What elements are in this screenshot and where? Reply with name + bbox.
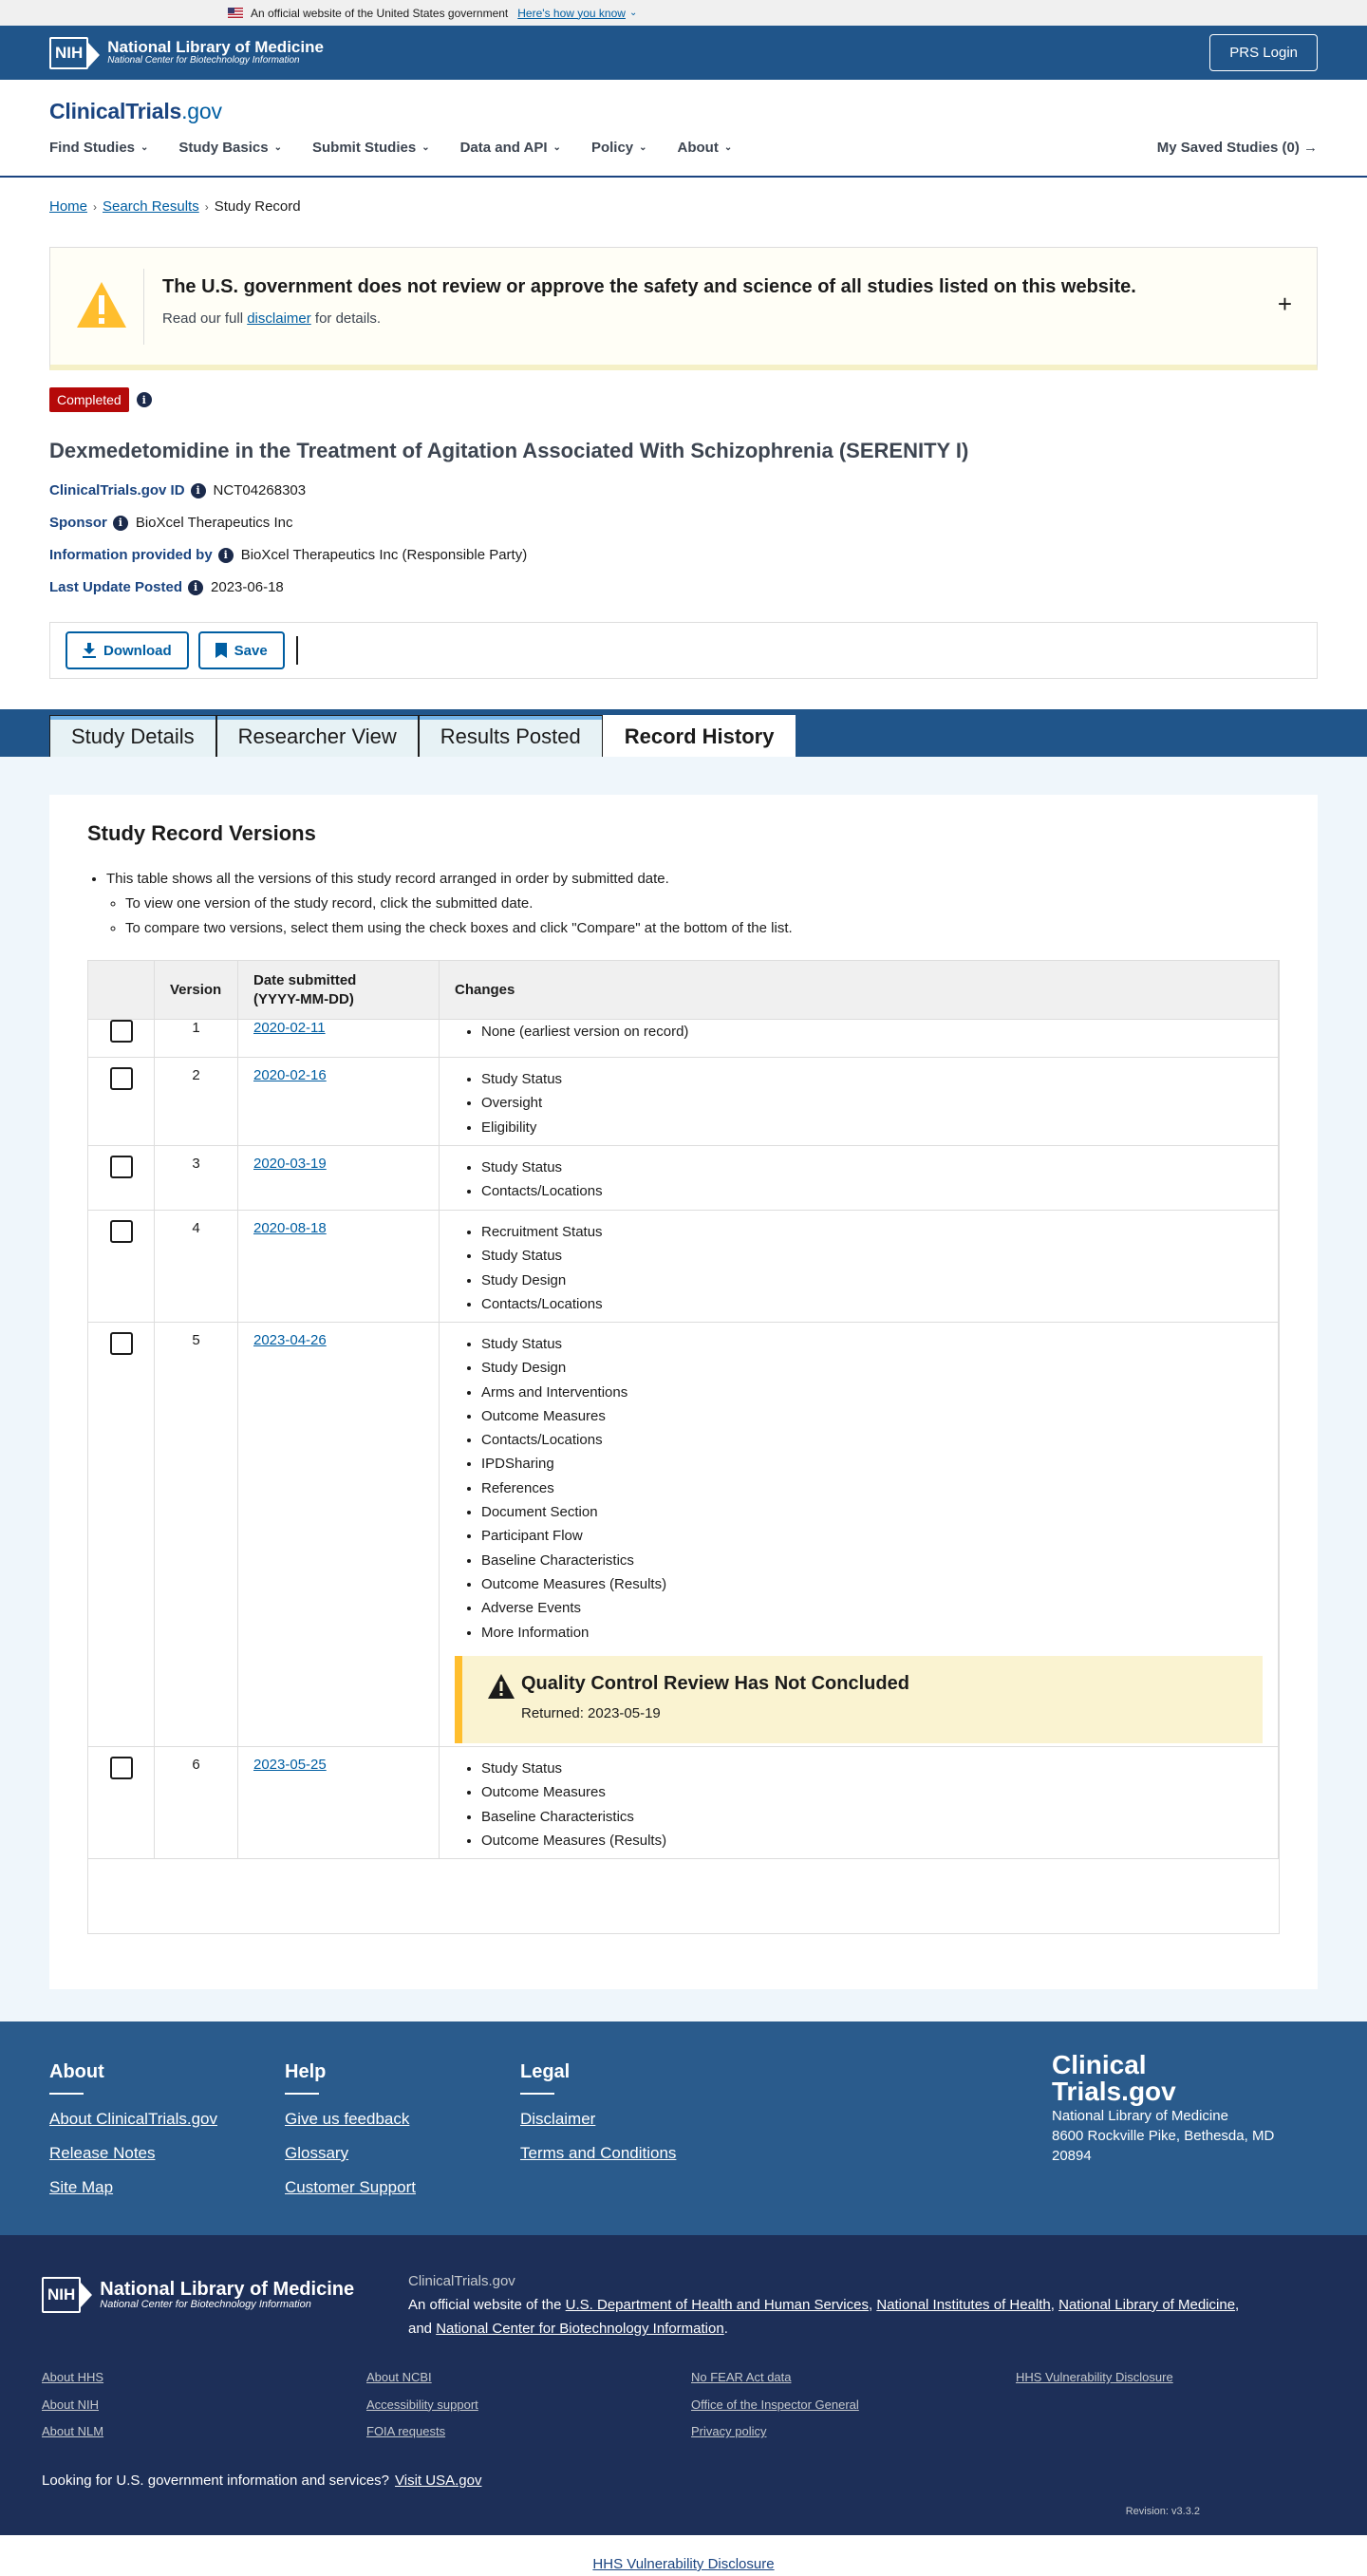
chevron-right-icon: › [93,199,98,214]
site-footer [0,2021,1367,2235]
download-label: Download [103,642,172,659]
info-icon[interactable]: i [113,516,128,531]
nav-submit-studies[interactable] [312,140,430,156]
gov-banner-text: An official website of the United States government [251,6,509,20]
nav-label: Study Basics [178,140,269,156]
record-versions-card [49,795,1318,1989]
footer-logo-address [1052,2052,1274,2165]
and-text: and [408,2321,437,2337]
usa-gov-link[interactable]: Visit USA.gov [395,2473,482,2489]
footer-heading: Legal [520,2061,571,2082]
study-actions [49,622,1318,679]
logo-main: ClinicalTrials [49,99,182,123]
nih-header [0,26,1367,80]
main-nav [49,140,762,156]
bookmark-icon [215,643,227,658]
notice-pre: Read our full [162,310,248,327]
table-body [88,1010,1279,1859]
footer-link[interactable]: About NIH [42,2397,99,2412]
hhs-vulnerability-link[interactable]: HHS Vulnerability Disclosure [592,2556,775,2572]
download-icon [83,643,96,658]
hhs-link[interactable]: U.S. Department of Health and Human Services [565,2297,869,2313]
save-label: Save [234,642,268,659]
footer-links-col3 [691,2364,859,2446]
warning-icon [75,278,128,331]
footer-link[interactable]: Privacy policy [691,2424,767,2438]
tab-bar [0,709,1367,757]
instruction-item [106,867,1280,941]
footer-site-name: ClinicalTrials.gov [408,2273,515,2289]
version-number: 6 [155,1747,238,1858]
nih-logo[interactable] [42,2277,354,2313]
site-header [0,80,1367,178]
footer-about [49,2061,217,2212]
change-item: • Outcome Measures (Results) [481,1829,1263,1852]
header-date-format: (YYYY-MM-DD) [253,990,354,1007]
disclaimer-notice [49,247,1318,370]
chevron-down-icon: ⌄ [273,142,282,153]
chevron-down-icon: ⌄ [639,142,647,153]
study-title: Dexmedetomidine in the Treatment of Agitation Associated With Schizophrenia (SERENITY I) [49,439,969,462]
nih-logo-mark: NIH [42,2277,81,2313]
version-date-link[interactable]: 2020-02-11 [253,1020,326,1036]
instruction-item: ◦ To view one version of the study record, click the submitted date. [125,892,1280,916]
change-item: • Outcome Measures [481,1404,1263,1428]
footer-link[interactable]: About NCBI [366,2370,432,2384]
qc-title: Quality Control Review Has Not Concluded [521,1672,909,1694]
footer-links-col2 [366,2364,478,2446]
nav-label: Submit Studies [312,140,417,156]
change-item: • Recruitment Status [481,1220,1263,1244]
version-date-link[interactable]: 2023-04-26 [253,1332,327,1348]
chevron-down-icon: ⌄ [723,142,733,153]
footer-link[interactable]: Give us feedback [285,2110,410,2128]
version-number: 2 [155,1058,238,1145]
footer-link[interactable]: Glossary [285,2144,349,2162]
notice-title: The U.S. government does not review or approve the safety and science of all studies listed on this website. [162,276,1136,297]
status-row [49,387,1318,412]
status-badge: Completed [49,387,129,412]
change-item: • None (earliest version on record) [481,1020,1263,1044]
version-date-link[interactable]: 2023-05-25 [253,1757,327,1773]
version-number: 1 [155,1010,238,1057]
nih-link[interactable]: National Institutes of Health [876,2297,1051,2313]
footer-link[interactable]: Release Notes [49,2144,156,2162]
nlm-name: National Library of Medicine [100,2278,355,2300]
info-icon[interactable]: i [218,548,234,563]
table-row [88,1323,1279,1747]
chevron-down-icon: ⌄ [140,142,149,153]
nav-label: Data and API [459,140,548,156]
change-item: • Contacts/Locations [481,1179,1263,1203]
footer-link[interactable]: Accessibility support [366,2397,478,2412]
changes-list [481,1156,1263,1204]
versions-table [87,960,1280,1934]
footer-link[interactable]: No FEAR Act data [691,2370,792,2384]
download-button[interactable] [66,631,189,669]
chevron-down-icon[interactable]: ⌄ [628,8,638,18]
tab-study-details[interactable]: Study Details [49,715,216,757]
section-title: Study Record Versions [87,821,316,845]
nlm-name: National Library of Medicine [107,38,324,57]
change-item: • Contacts/Locations [481,1292,1263,1316]
footer-help [285,2061,416,2212]
disclaimer-link[interactable]: disclaimer [247,310,311,327]
footer-links-col4 [1016,2364,1173,2392]
footer-logo-line1[interactable]: Clinical [1052,2050,1147,2079]
version-number: 5 [155,1323,238,1746]
official-statement: ClinicalTrials.gov An official website of the U.S. Department of Health and Human Services, National Institutes of Health, National Library of Medicine, and National Center for Biotechnology Information. [408,2269,1301,2341]
logo-tld: .gov [181,99,222,123]
tab-researcher-view[interactable]: Researcher View [216,715,419,757]
change-item: • Contacts/Locations [481,1428,1263,1452]
footer-org: National Library of Medicine [1052,2108,1228,2124]
actions-divider [296,636,298,665]
footer-heading: Help [285,2061,327,2082]
header-changes: Changes [440,961,1279,1019]
compare-checkbox[interactable] [110,1220,133,1243]
change-item: • Study Status [481,1332,1263,1356]
nav-label: Policy [590,140,634,156]
chevron-down-icon: ⌄ [421,142,430,153]
footer-link[interactable]: FOIA requests [366,2424,446,2438]
change-item: • More Information [481,1621,1263,1645]
compare-checkbox[interactable] [110,1332,133,1355]
nav-label: Find Studies [49,140,135,156]
study-meta [49,482,1318,595]
nav-policy[interactable] [591,140,647,156]
us-flag-icon [228,8,243,18]
notice-text [162,310,381,327]
change-item: • Study Design [481,1269,1263,1292]
id-label: ClinicalTrials.gov ID [49,482,185,498]
version-date-link[interactable]: 2020-02-16 [253,1067,327,1083]
notice-post: for details. [310,310,382,327]
footer-link[interactable]: Terms and Conditions [520,2144,677,2162]
footer-link[interactable]: Site Map [49,2178,114,2196]
provided-by-value: BioXcel Therapeutics Inc (Responsible Party) [240,547,528,563]
header-version: Version [155,961,238,1019]
footer-link[interactable]: HHS Vulnerability Disclosure [1016,2370,1173,2384]
info-icon[interactable]: i [191,483,206,498]
version-number: 4 [155,1211,238,1322]
footer-link[interactable]: About HHS [42,2370,104,2384]
footer-address-2: 20894 [1052,2148,1092,2164]
change-item: • Participant Flow [481,1524,1263,1548]
table-row [88,1146,1279,1211]
footer-link[interactable]: About NLM [42,2424,104,2438]
version-date-link[interactable]: 2020-08-18 [253,1220,327,1236]
info-icon[interactable]: i [137,392,152,407]
last-update-value: 2023-06-18 [211,579,284,595]
table-row [88,1058,1279,1146]
instruction-item: ◦ To compare two versions, select them using the check boxes and click "Compare" at the bottom of the list. [125,916,1280,941]
compare-checkbox[interactable] [110,1757,133,1779]
change-item: • IPDSharing [481,1452,1263,1476]
usa-gov-line [42,2473,481,2489]
header-date-label: Date submitted [253,971,357,988]
expand-icon[interactable]: + [1277,290,1292,318]
qc-alert [455,1656,1263,1743]
ncbi-name: National Center for Biotechnology Information [107,55,300,66]
info-icon[interactable]: i [188,580,203,595]
footer-link[interactable]: About ClinicalTrials.gov [49,2110,217,2128]
footer-link[interactable]: Customer Support [285,2178,416,2196]
change-item: • Document Section [481,1500,1263,1524]
nlm-footer [0,2235,1367,2535]
save-button[interactable] [198,631,285,669]
change-item: • Study Status [481,1067,1263,1091]
change-item: • Outcome Measures [481,1780,1263,1804]
my-saved-studies-link[interactable] [1157,140,1318,156]
arrow-right-icon: → [1303,140,1318,156]
change-item: • Oversight [481,1091,1263,1115]
last-update-label: Last Update Posted [49,579,183,595]
footer-link[interactable]: Office of the Inspector General [691,2397,859,2412]
nav-find-studies[interactable] [49,140,148,156]
change-item: • Study Status [481,1244,1263,1268]
official-text: An official website of the [408,2297,566,2313]
chevron-right-icon: › [204,199,209,214]
instruction-text: This table shows all the versions of this study record arranged in order by submitted date. [106,871,669,887]
sponsor-label: Sponsor [49,515,107,531]
compare-checkbox[interactable] [110,1020,133,1043]
nih-logo-mark: NIH [49,37,88,69]
changes-list [481,1757,1263,1852]
nih-logo[interactable] [49,37,324,69]
footer-logo-line2[interactable]: Trials.gov [1052,2077,1176,2106]
nlm-link[interactable]: National Library of Medicine [1058,2297,1236,2313]
breadcrumb-home[interactable]: Home [49,198,88,215]
looking-text: Looking for U.S. government information and services? [42,2473,390,2489]
footer-legal [520,2061,676,2178]
version-number: 3 [155,1146,238,1210]
table-row [88,1747,1279,1859]
breadcrumb-current: Study Record [214,198,301,215]
record-history-section [0,757,1367,2021]
chevron-down-icon: ⌄ [552,142,561,153]
gov-banner [0,0,1367,26]
footer-heading: About [49,2061,104,2082]
clinicaltrials-logo[interactable] [49,99,222,124]
change-item: • Outcome Measures (Results) [481,1572,1263,1596]
footer-link[interactable]: Disclaimer [520,2110,596,2128]
provided-by-label: Information provided by [49,547,213,563]
change-item: • Adverse Events [481,1596,1263,1620]
change-item: • Study Status [481,1757,1263,1780]
version-date-link[interactable]: 2020-03-19 [253,1156,327,1172]
change-item: • Baseline Characteristics [481,1549,1263,1572]
nav-about[interactable] [678,140,733,156]
nav-label: About [677,140,719,156]
compare-checkbox[interactable] [110,1156,133,1178]
sponsor-value: BioXcel Therapeutics Inc [135,515,293,531]
saved-label: My Saved Studies (0) [1156,140,1300,156]
table-row [88,1211,1279,1323]
changes-list [481,1020,1263,1044]
change-item: • References [481,1476,1263,1500]
changes-list [481,1220,1263,1316]
ncbi-name: National Center for Biotechnology Information [100,2298,311,2310]
tab-record-history[interactable]: Record History [603,715,796,757]
warning-icon [487,1673,515,1700]
changes-list [481,1067,1263,1139]
breadcrumb-search-results[interactable]: Search Results [103,198,199,215]
breadcrumb [0,198,1367,215]
changes-list [481,1332,1263,1645]
tab-results-posted[interactable]: Results Posted [419,715,603,757]
ncbi-link[interactable]: National Center for Biotechnology Information [436,2321,724,2337]
change-item: • Eligibility [481,1116,1263,1139]
table-row [88,1010,1279,1058]
revision: Revision: v3.3.2 [1125,2506,1200,2517]
change-item: • Arms and Interventions [481,1381,1263,1404]
change-item: • Study Status [481,1156,1263,1179]
footer-address-1: 8600 Rockville Pike, Bethesda, MD [1052,2128,1275,2144]
prs-login-button[interactable]: PRS Login [1209,34,1318,71]
compare-checkbox[interactable] [110,1067,133,1090]
instructions [106,867,1280,941]
change-item: • Baseline Characteristics [481,1805,1263,1829]
heres-how-link[interactable]: Here's how you know [517,6,626,20]
nct-id: NCT04268303 [213,482,307,498]
bottom-vulnerability [0,2556,1367,2572]
nav-study-basics[interactable] [178,140,282,156]
change-item: • Study Design [481,1356,1263,1380]
qc-returned: Returned: 2023-05-19 [521,1704,661,1721]
footer-links-col1 [42,2364,103,2446]
nav-data-api[interactable] [460,140,561,156]
